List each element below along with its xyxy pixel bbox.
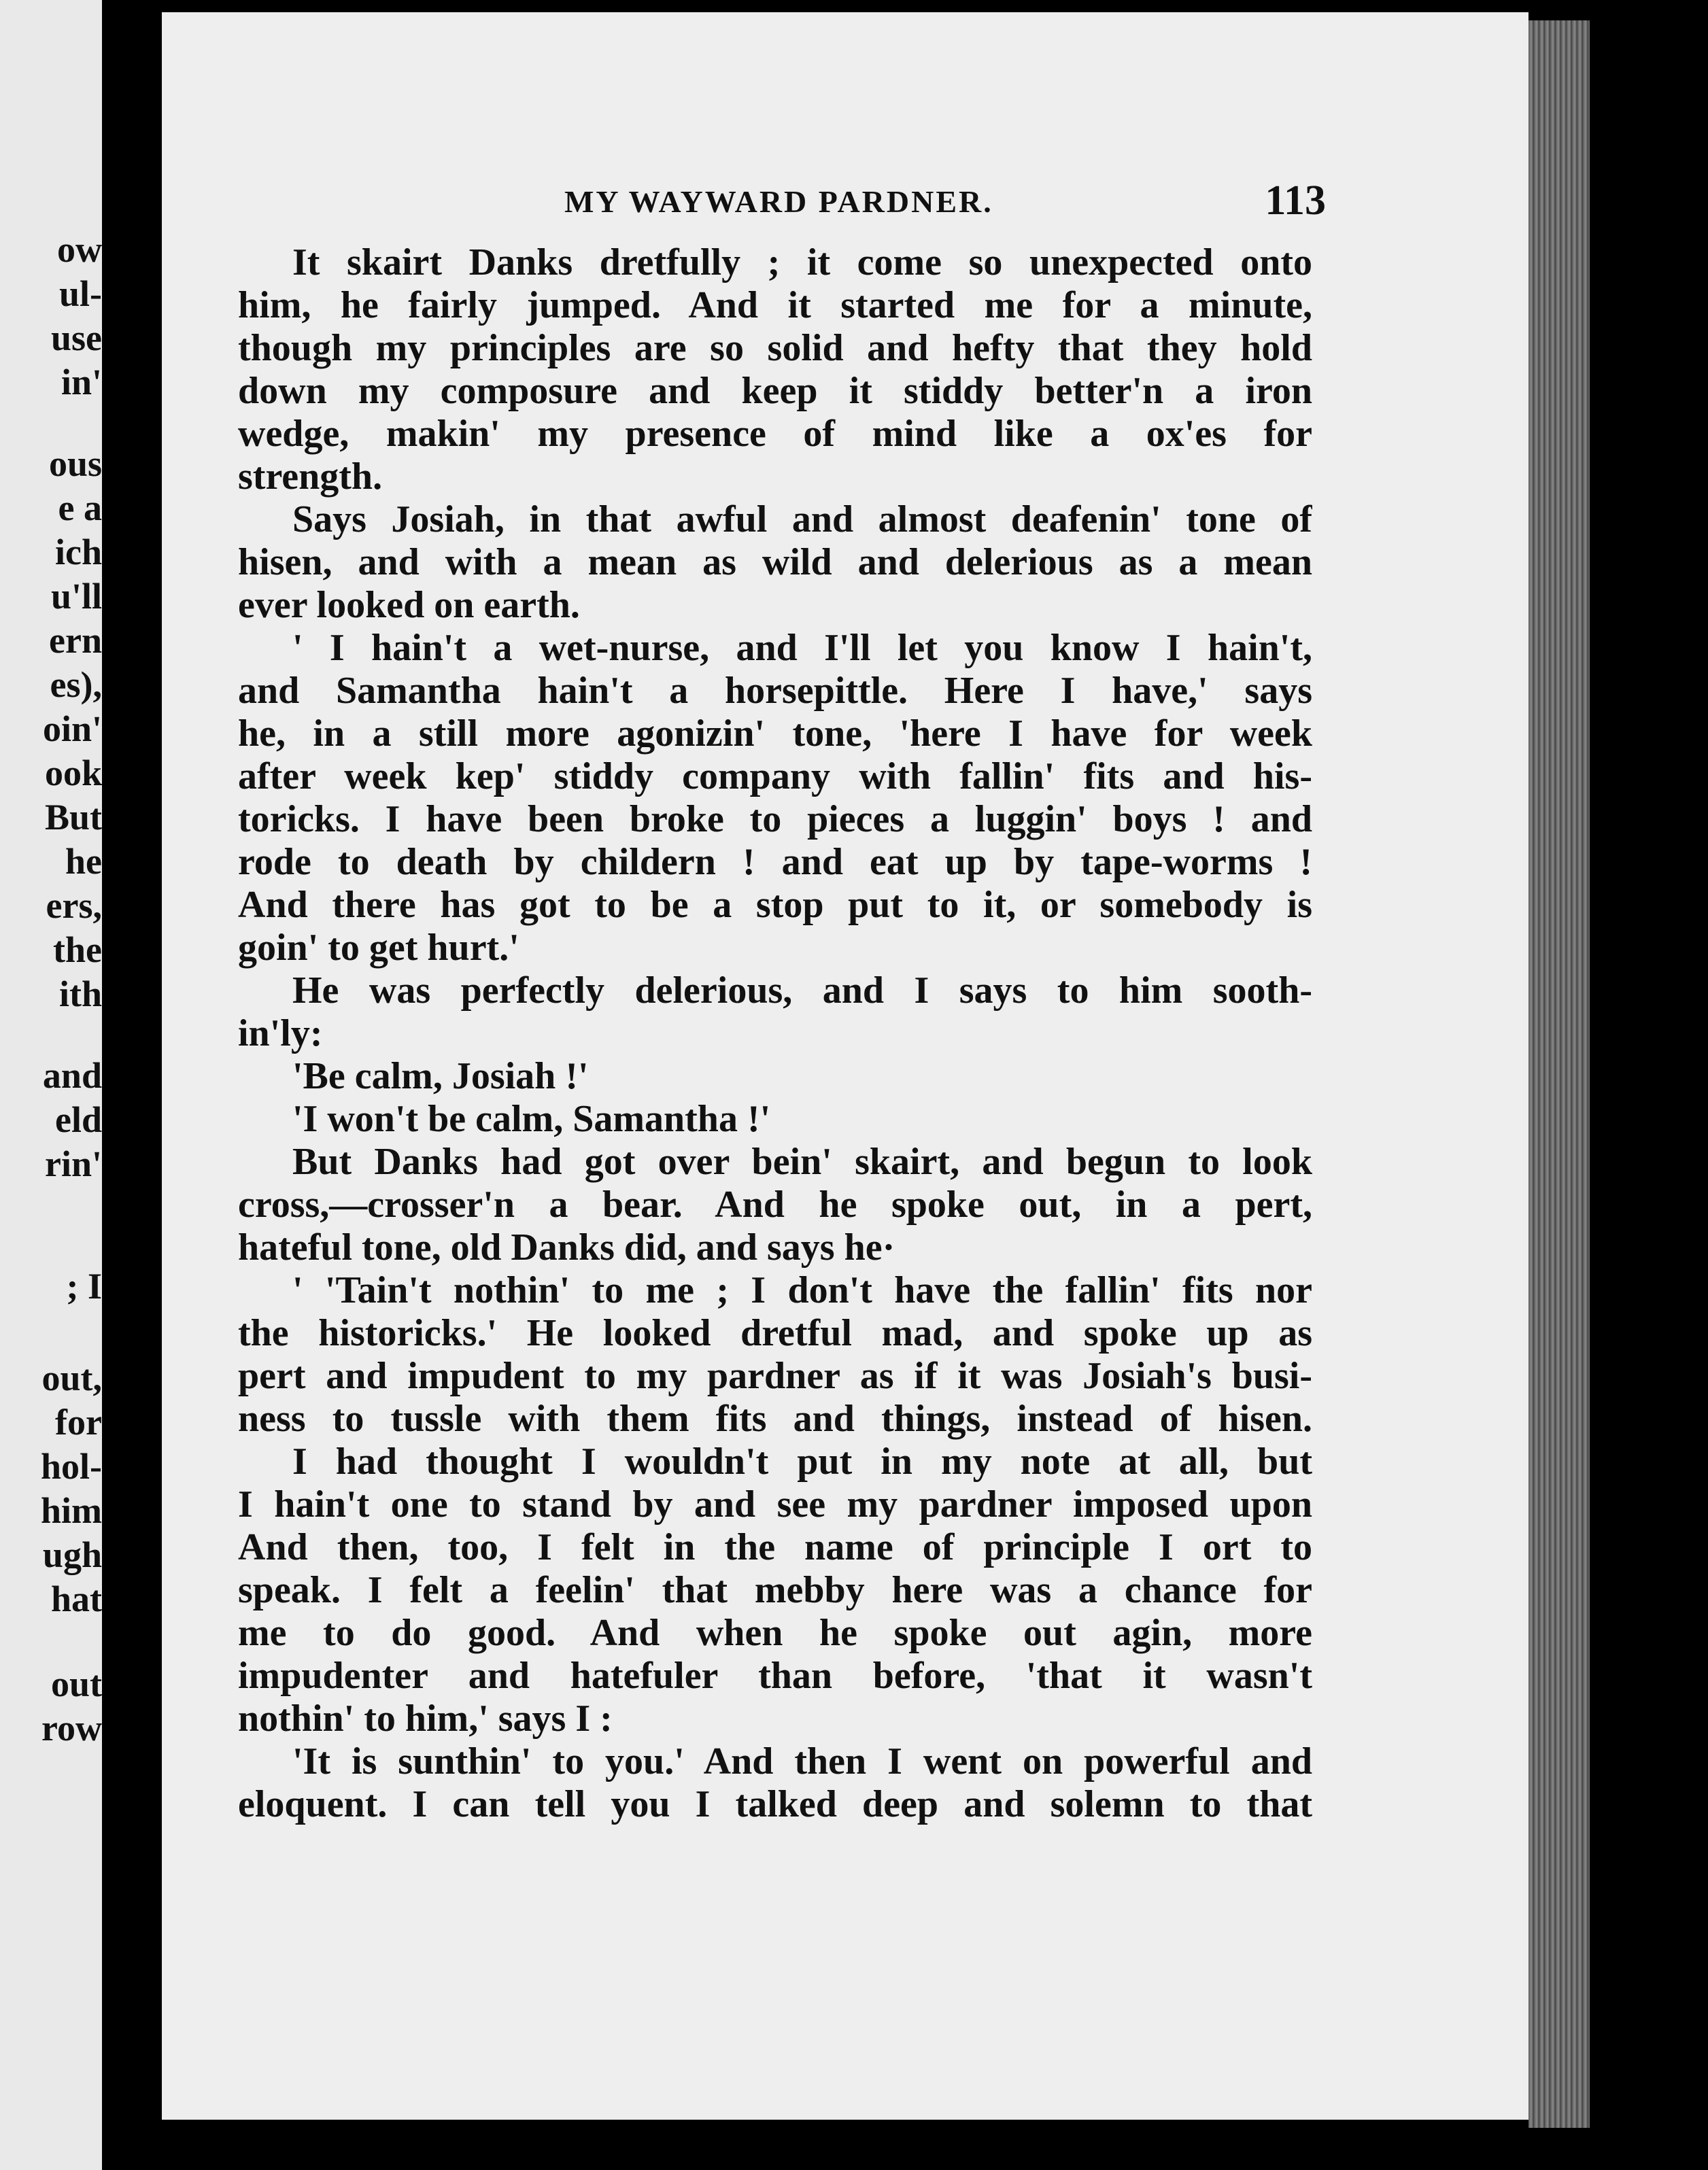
left-page-fragment: eld: [54, 1099, 102, 1140]
left-page-fragment: ous: [48, 443, 102, 484]
page-header: [415, 177, 1326, 231]
text-line: impudenter and hatefuler than before, 'that it wasn't: [238, 1655, 1312, 1697]
text-line: ' I hain't a wet-nurse, and I'll let you know I hain't,: [292, 627, 1312, 669]
text-line: speak. I felt a feelin' that mebby here was a chance for: [238, 1569, 1312, 1611]
text-line: in'ly:: [238, 1012, 323, 1054]
text-line: I hain't one to stand by and see my pardner imposed upon: [238, 1483, 1312, 1526]
left-page-fragment: ow: [57, 229, 102, 270]
text-line: cross,—crosser'n a bear. And he spoke out, in a pert,: [238, 1184, 1312, 1226]
page-edges: [1528, 20, 1590, 2128]
text-line: 'It is sunthin' to you.' And then I went on powerful and: [292, 1740, 1312, 1782]
text-line: goin' to get hurt.': [238, 927, 519, 969]
left-page-fragment: ; I: [66, 1266, 102, 1307]
text-line: ness to tussle with them fits and things, instead of hisen.: [238, 1398, 1312, 1440]
text-line: rode to death by childern ! and eat up by tape-worms !: [238, 841, 1312, 883]
text-line: He was perfectly delerious, and I says to him sooth-: [292, 969, 1312, 1012]
left-page-fragment: hol-: [40, 1446, 102, 1487]
text-line: eloquent. I can tell you I talked deep and solemn to that: [238, 1783, 1312, 1825]
text-line: and Samantha hain't a horsepittle. Here I have,' says: [238, 670, 1312, 712]
left-page-fragment: the: [53, 929, 102, 970]
text-line: the historicks.' He looked dretful mad, and spoke up as: [238, 1312, 1312, 1354]
running-title: MY WAYWARD PARDNER.: [564, 184, 993, 219]
text-line: after week kep' stiddy company with fallin' fits and his-: [238, 755, 1312, 797]
text-line: pert and impudent to my pardner as if it was Josiah's busi-: [238, 1355, 1312, 1397]
left-facing-page: [0, 0, 102, 2170]
left-page-fragment: ich: [54, 532, 102, 572]
text-line: ' 'Tain't nothin' to me ; I don't have the fallin' fits nor: [292, 1269, 1312, 1311]
page-number: 113: [1265, 177, 1326, 224]
left-page-fragment: oin': [42, 708, 102, 749]
text-line: 'I won't be calm, Samantha !': [292, 1098, 771, 1140]
text-line: I had thought I wouldn't put in my note at all, but: [292, 1441, 1312, 1483]
book-gutter: [102, 0, 162, 2170]
left-page-fragment: use: [50, 317, 102, 358]
left-page-fragment: he: [65, 841, 102, 882]
text-line: But Danks had got over bein' skairt, and begun to look: [292, 1141, 1312, 1183]
text-line: nothin' to him,' says I :: [238, 1698, 613, 1740]
left-page-fragment: e a: [58, 487, 102, 528]
left-page-fragment: ugh: [42, 1534, 102, 1575]
left-page-fragment: es),: [50, 664, 102, 705]
body-text: [238, 241, 1312, 1826]
left-page-fragment: u'll: [50, 576, 102, 617]
left-page-fragment: row: [41, 1708, 102, 1749]
left-page-fragment: ook: [44, 753, 102, 793]
text-line: he, in a still more agonizin' tone, 'here I have for week: [238, 712, 1312, 755]
text-line: hateful tone, old Danks did, and says he·: [238, 1226, 895, 1269]
left-page-fragment: ern: [49, 620, 102, 661]
text-line: hisen, and with a mean as wild and delerious as a mean: [238, 541, 1312, 583]
left-page-fragment: out,: [41, 1358, 102, 1398]
text-line: It skairt Danks dretfully ; it come so unexpected onto: [292, 241, 1312, 283]
left-page-fragment: ul-: [58, 273, 102, 314]
text-line: wedge, makin' my presence of mind like a ox'es for: [238, 413, 1312, 455]
left-page-fragment: hat: [50, 1579, 102, 1619]
left-page-fragment: rin': [44, 1143, 102, 1184]
left-page-fragment: out: [50, 1664, 102, 1704]
text-line: down my composure and keep it stiddy better'n a iron: [238, 370, 1312, 412]
text-line: him, he fairly jumped. And it started me for a minute,: [238, 284, 1312, 326]
left-page-fragment: But: [44, 797, 102, 838]
text-line: me to do good. And when he spoke out agin, more: [238, 1612, 1312, 1654]
text-line: strength.: [238, 455, 383, 498]
left-page-fragment: him: [40, 1490, 102, 1531]
left-page-fragment: ith: [58, 974, 102, 1014]
text-line: Says Josiah, in that awful and almost deafenin' tone of: [292, 498, 1312, 540]
text-line: toricks. I have been broke to pieces a luggin' boys ! and: [238, 798, 1312, 840]
text-line: 'Be calm, Josiah !': [292, 1055, 589, 1097]
text-line: though my principles are so solid and hefty that they hold: [238, 327, 1312, 369]
left-page-fragment: for: [55, 1402, 102, 1443]
left-page-fragment: and: [42, 1055, 102, 1096]
text-line: ever looked on earth.: [238, 584, 580, 626]
text-line: And there has got to be a stop put to it, or somebody is: [238, 884, 1312, 926]
left-page-fragment: ers,: [46, 885, 102, 926]
left-page-fragment: in': [61, 362, 102, 402]
text-line: And then, too, I felt in the name of principle I ort to: [238, 1526, 1312, 1568]
